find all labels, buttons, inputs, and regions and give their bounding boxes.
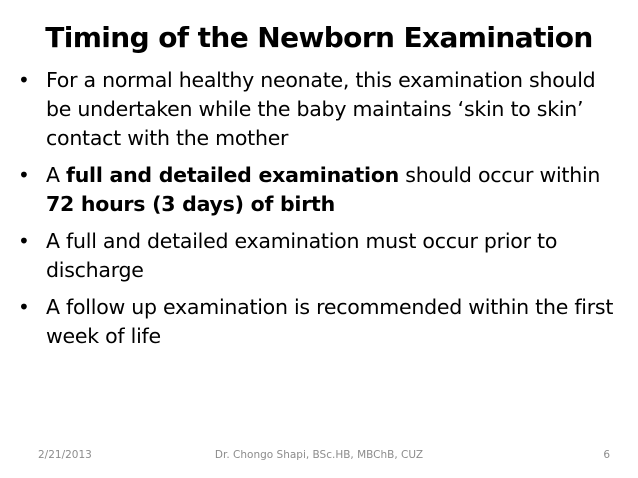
- bullet-dot-icon: •: [18, 229, 30, 253]
- footer-date: 2/21/2013: [38, 449, 92, 461]
- footer-author: Dr. Chongo Shapi, BSc.HB, MBChB, CUZ: [214, 449, 424, 461]
- bullet-item: [14, 66, 620, 153]
- bullet-text: A follow up examination is recommended within the first week of life: [46, 295, 614, 348]
- bullet-text: should occur within: [399, 163, 601, 187]
- bullet-item: [14, 293, 620, 351]
- bullet-text: For a normal healthy neonate, this examination should be undertaken while the baby maintains ‘skin to skin’ contact with the mother: [46, 68, 596, 150]
- bullet-dot-icon: •: [18, 68, 30, 92]
- bullet-text: A full and detailed examination must occur prior to discharge: [46, 229, 558, 282]
- bullet-text-bold: 72 hours (3 days) of birth: [46, 192, 335, 216]
- slide-title: Timing of the Newborn Examination: [45, 21, 593, 54]
- bullet-text-bold: full and detailed examination: [66, 163, 399, 187]
- bullet-dot-icon: •: [18, 295, 30, 319]
- bullet-item: [14, 161, 620, 219]
- footer-page-number: 6: [603, 449, 610, 461]
- bullet-item: [14, 227, 620, 285]
- bullet-list: [14, 66, 620, 359]
- bullet-text: A: [46, 163, 67, 187]
- bullet-dot-icon: •: [18, 163, 30, 187]
